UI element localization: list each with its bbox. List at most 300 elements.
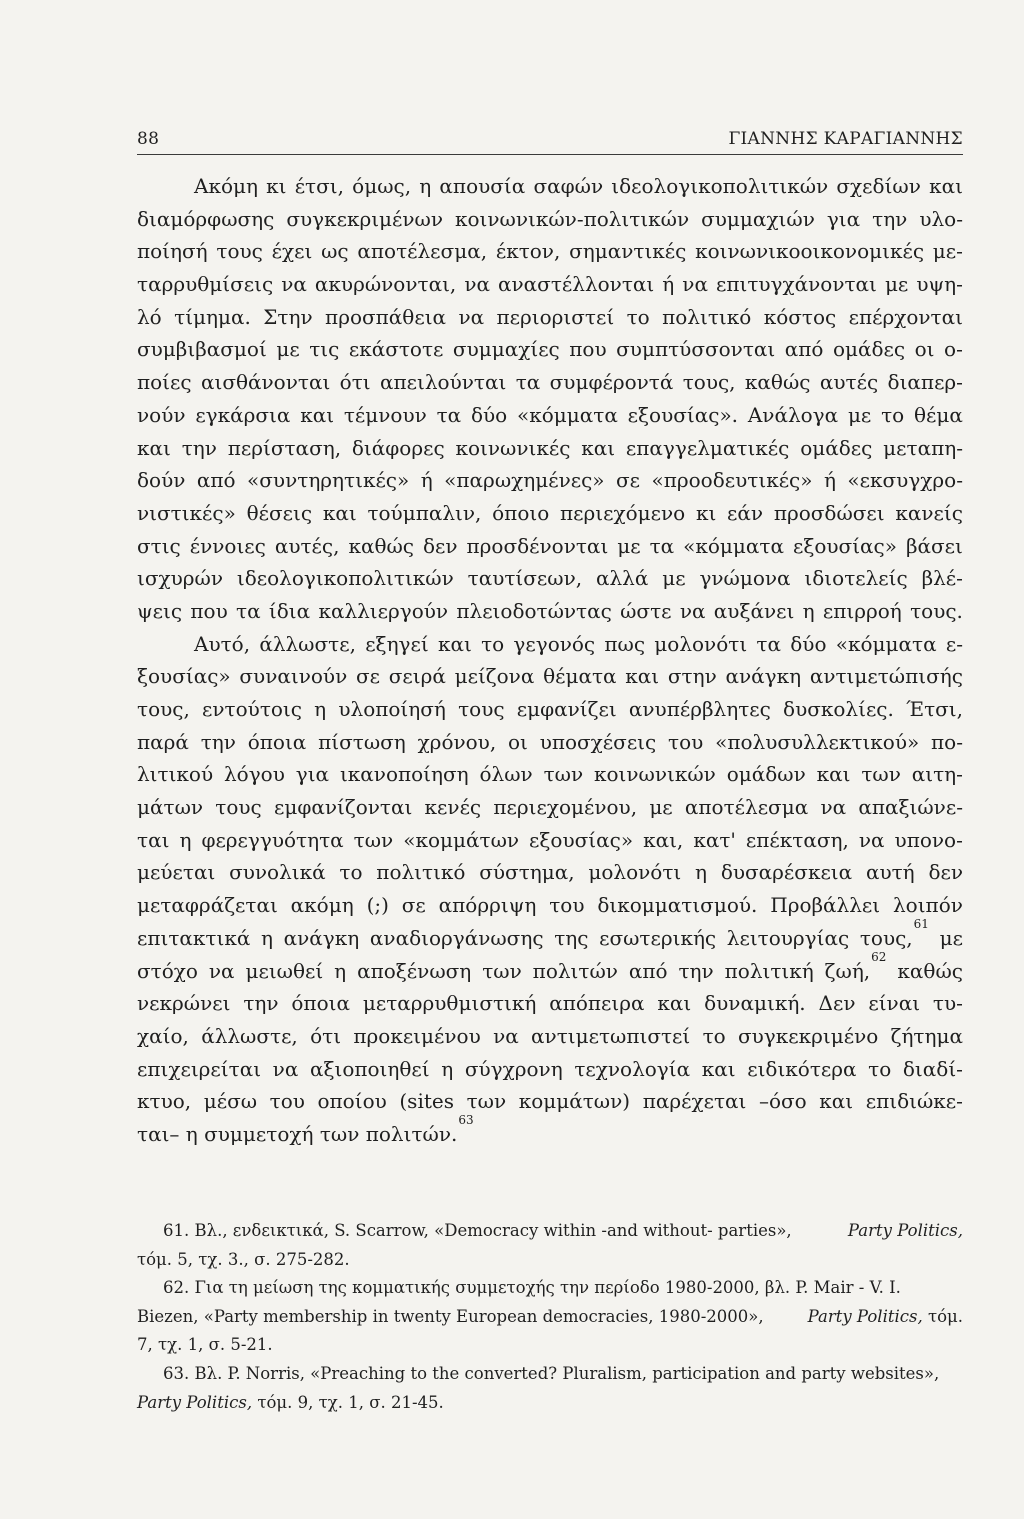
word: να: [272, 1056, 299, 1081]
word: από: [784, 337, 824, 362]
word: αλλά: [595, 566, 649, 591]
text-line: [137, 497, 963, 530]
word: η: [802, 598, 815, 623]
footnote-ref[interactable]: 61: [913, 917, 929, 932]
word: σαφών: [533, 174, 604, 198]
word: δεν: [422, 533, 458, 558]
word: τους: [458, 697, 505, 721]
word: φερεγγυότητα: [201, 827, 344, 852]
word: προκειμένου: [353, 1023, 481, 1048]
word: εκάστοτε: [348, 337, 444, 362]
word: ή: [662, 272, 675, 297]
word: «κόμματα: [517, 402, 618, 427]
word: δούν: [137, 468, 186, 493]
word: πολιτών.$^{63}$: [365, 1113, 474, 1146]
word: η: [261, 925, 273, 950]
word: αυξάνει: [713, 598, 795, 623]
word: τους,: [682, 370, 736, 395]
word: δύο: [790, 631, 827, 656]
text-line: [137, 432, 963, 465]
word: με: [617, 533, 641, 558]
word: οποίου: [317, 1089, 387, 1114]
footnote-63-line: [137, 1389, 963, 1418]
word: τεχνολογία: [574, 1056, 691, 1081]
word: Δεν: [818, 991, 856, 1016]
word: τους,: [137, 697, 190, 721]
word: περιοριστεί: [496, 304, 615, 329]
word: με: [884, 272, 909, 297]
word: ή: [420, 468, 433, 493]
word: και: [819, 1089, 854, 1114]
word: καθώς: [744, 370, 811, 395]
word: αναστέλλονται: [498, 272, 655, 297]
word: επιτακτικά: [137, 925, 251, 950]
word: ανάγκη: [725, 664, 802, 689]
word: πο-: [931, 729, 963, 754]
word: επέρχονται: [848, 304, 963, 329]
word: εάν: [727, 500, 764, 525]
word: η: [179, 827, 192, 852]
fn-text: Biezen, «Party membership in twenty European democracies, 1980-2000»,: [137, 1306, 764, 1326]
journal-title: Party Politics,: [137, 1392, 253, 1412]
text-line: [137, 464, 963, 497]
word: η: [314, 697, 327, 721]
word: το: [868, 1056, 892, 1081]
text-line: [137, 791, 963, 824]
text-line: [137, 856, 963, 889]
word: είναι: [868, 991, 921, 1016]
word: συμφέροντά: [549, 370, 674, 395]
word: εξουσίας».: [627, 402, 739, 427]
header-rule: [137, 154, 963, 155]
word: όλων: [479, 762, 533, 787]
word: ταρρυθμίσεις: [137, 272, 274, 297]
word: ακυρώνονται,: [314, 272, 457, 297]
fn-text: 62. Για τη μείωση της κομματικής συμμετοχής την περίοδο 1980-2000, βλ. P. Mair - V. I.: [163, 1278, 901, 1298]
word: επέκταση,: [745, 827, 849, 852]
word: τέμνουν: [343, 402, 427, 427]
text-line: [137, 268, 963, 301]
text-line: [137, 889, 963, 922]
word: επιχειρείται: [137, 1056, 262, 1081]
word: το: [339, 860, 363, 885]
footnote-63-line: [137, 1360, 963, 1389]
text-line: [137, 758, 963, 791]
word: εσωτερικής: [599, 925, 717, 950]
word: κενές: [424, 795, 482, 820]
word: πολιτική: [724, 958, 814, 983]
word: συμμαχιών: [701, 206, 815, 231]
word: «προοδευτικές»: [651, 468, 813, 493]
word: την: [243, 991, 279, 1016]
word: αποξένωση: [357, 958, 472, 983]
word: μολονότι: [588, 860, 682, 885]
word: η: [419, 174, 432, 198]
word: σχεδίων: [836, 174, 921, 198]
text-line: [137, 170, 963, 203]
word: αντιμετώπισής: [809, 664, 963, 689]
word: ομάδων: [726, 762, 806, 787]
word: λειτουργίας: [726, 925, 850, 950]
word: μάτων: [137, 795, 204, 820]
text-line: [137, 660, 963, 693]
word: οι: [914, 337, 935, 362]
word: την: [181, 435, 217, 460]
word: ώστε: [620, 598, 672, 623]
word: συμμαχίες: [452, 337, 560, 362]
text-line: [137, 366, 963, 399]
word: απειλούνται: [380, 370, 507, 395]
word: τους.: [910, 598, 963, 623]
word: αποτέλεσμα,: [357, 239, 488, 264]
word: την: [872, 206, 908, 231]
word: τους,$^{61}$: [859, 917, 929, 950]
word: στην: [667, 664, 717, 689]
word: κτυο,: [137, 1089, 192, 1114]
word: των: [353, 827, 394, 852]
word: να: [679, 598, 706, 623]
word: έχει: [271, 239, 313, 264]
word: αξιοποιηθεί: [309, 1056, 430, 1081]
word: αιτη-: [911, 762, 963, 787]
word: βλέ-: [921, 566, 963, 591]
word: μειωθεί: [245, 958, 324, 983]
word: περιεχόμενο: [560, 500, 686, 525]
word: πως: [604, 631, 646, 656]
word: «εκσυγχρο-: [847, 468, 963, 493]
word: έννοιες: [189, 533, 266, 558]
word: επιρροή: [822, 598, 902, 623]
word: ως: [321, 239, 349, 264]
word: αντιμετωπιστεί: [531, 1023, 691, 1048]
word: υπονο-: [894, 827, 963, 852]
word: δυσκολίες.: [783, 697, 894, 721]
word: άλλωστε,: [259, 631, 356, 656]
word: κανείς: [895, 500, 963, 525]
word: λόγου: [224, 762, 285, 787]
word: των: [466, 1089, 507, 1114]
footnotes: [137, 1217, 963, 1417]
word: ότι: [339, 370, 371, 395]
text-line: [137, 987, 963, 1020]
word: εξουσίας»: [792, 533, 897, 558]
word: ζήτημα: [890, 1023, 963, 1048]
fn-text: 63. Βλ. P. Norris, «Preaching to the converted? Pluralism, participation and party websites»,: [163, 1363, 940, 1383]
word: ομάδες: [832, 337, 906, 362]
word: βάσει: [905, 533, 963, 558]
word: γεγονός: [513, 631, 596, 656]
word: –όσο: [758, 1089, 807, 1114]
word: να: [858, 827, 885, 852]
text-line: [137, 726, 963, 759]
word: «κόμματα: [683, 533, 784, 558]
word: διαμόρφωσης: [137, 206, 275, 231]
word: ποίησή: [137, 239, 208, 264]
word: ανυπέρβλητες: [628, 697, 771, 721]
word: εντούτοις: [202, 697, 302, 721]
word: μεύεται: [137, 860, 216, 885]
journal-title: Party Politics,: [847, 1221, 963, 1240]
text-line: [137, 693, 963, 726]
word: αυτές: [819, 370, 879, 395]
word: από: [196, 468, 236, 493]
fn-journal-wrap: [808, 1303, 963, 1332]
word: κι: [695, 500, 717, 525]
word: Προβάλλει: [770, 893, 881, 918]
word: ξουσίας»: [137, 664, 231, 689]
text-line: [137, 399, 963, 432]
page-number: 88: [137, 129, 160, 149]
word: το: [481, 631, 505, 656]
word: υψη-: [916, 272, 963, 297]
word: και: [657, 991, 692, 1016]
word: αποτέλεσμα: [684, 795, 809, 820]
word: τους: [216, 239, 263, 264]
word: «παρωχημένες»: [444, 468, 605, 493]
word: τις: [309, 337, 340, 362]
text-line: [137, 595, 963, 628]
word: επιτυγχάνονται: [715, 272, 877, 297]
word: των: [482, 958, 522, 983]
word: ακόμη: [290, 893, 354, 918]
word: δύο: [470, 402, 508, 427]
word: σε: [616, 468, 641, 493]
text-line: [137, 917, 963, 955]
word: συγκεκριμένο: [738, 1023, 879, 1048]
word: στόχο: [137, 958, 198, 983]
word: των: [319, 1121, 366, 1146]
word: και: [322, 500, 357, 525]
word: τα: [436, 402, 462, 427]
word: όποια: [291, 991, 350, 1016]
word: δυσαρέσκεια: [720, 860, 853, 885]
word: ο-: [944, 337, 963, 362]
word: πλειοδοτώντας: [456, 598, 612, 623]
fn-text: 61. Βλ., ενδεικτικά, S. Scarrow, «Democracy within -and without- parties»,: [163, 1221, 792, 1240]
text-line: [137, 530, 963, 563]
running-head: [137, 128, 963, 150]
word: περιεχομένου,: [493, 795, 638, 820]
word: απόρριψη: [438, 893, 537, 918]
word: ε-: [945, 631, 963, 656]
word: απαξιώνε-: [858, 795, 963, 820]
word: αυτές,: [274, 533, 340, 558]
body-text: [137, 170, 963, 1151]
word: του: [269, 1089, 305, 1114]
word: και: [625, 664, 660, 689]
word: να: [464, 272, 490, 297]
word: διάφορες: [351, 435, 445, 460]
word: «συντηρητικές»: [247, 468, 410, 493]
word: με: [662, 566, 686, 591]
word: συνολικά: [229, 860, 326, 885]
word: διαπερ-: [887, 370, 963, 395]
word: λοιπόν: [892, 893, 963, 918]
word: προσδένονται: [466, 533, 609, 558]
word: τα: [649, 533, 675, 558]
word: Αυτό,: [194, 631, 251, 656]
text-line: [137, 628, 963, 661]
word: συμβιβασμοί: [137, 337, 267, 362]
word: πολιτικό: [662, 304, 752, 329]
word: πολιτικό: [376, 860, 466, 885]
text-line: [137, 1113, 963, 1151]
word: γνώμονα: [699, 566, 791, 591]
word: τυ-: [932, 991, 963, 1016]
word: κομμάτων): [518, 1089, 631, 1114]
word: σύστημα,: [479, 860, 575, 885]
word: κοινωνικές: [455, 435, 571, 460]
word: εξουσίας»: [529, 827, 634, 852]
text-line: [137, 562, 963, 595]
footnote-61-line: [137, 1217, 963, 1246]
word: ται: [137, 827, 170, 852]
word: απόπειρα: [549, 991, 645, 1016]
word: με: [847, 402, 872, 427]
text-line: [137, 824, 963, 857]
word: και: [437, 631, 472, 656]
word: νεκρώνει: [137, 991, 231, 1016]
word: (;): [366, 893, 389, 918]
word: Στην: [263, 304, 313, 329]
word: ότι: [310, 1023, 342, 1048]
word: προσπάθεια: [325, 304, 447, 329]
word: συμμετοχή: [204, 1121, 320, 1146]
footnote-61-line: [137, 1246, 963, 1275]
word: επιδιώκε-: [865, 1089, 963, 1114]
word: Έτσι,: [906, 697, 963, 721]
word: παρέχεται: [642, 1089, 747, 1114]
word: αυτή: [865, 860, 915, 885]
word: ή: [823, 468, 836, 493]
word: λιτικού: [137, 762, 214, 787]
word: σύγχρονη: [464, 1056, 563, 1081]
word: υποσχέσεις: [539, 729, 657, 754]
word: συναινούν: [239, 664, 348, 689]
word: μολονότι: [654, 631, 748, 656]
word: καθώς: [348, 533, 415, 558]
word: ποίες: [137, 370, 192, 395]
word: διαδί-: [902, 1056, 963, 1081]
word: δικομματισμού.: [597, 893, 758, 918]
word: των: [861, 762, 901, 787]
word: συμπτύσσονται: [616, 337, 776, 362]
word: και: [929, 174, 963, 198]
word: επαγγελματικές: [625, 435, 790, 460]
word: δυναμική.: [704, 991, 806, 1016]
word: ισχυρών: [137, 566, 223, 591]
footnote-ref[interactable]: 63: [458, 1113, 474, 1128]
word: με: [939, 925, 963, 950]
word: «κομμάτων: [403, 827, 520, 852]
word: που: [569, 337, 607, 362]
word: και: [300, 402, 335, 427]
text-line: [137, 1085, 963, 1118]
word: εξηγεί: [365, 631, 429, 656]
word: ειδικότερα: [747, 1056, 857, 1081]
word: να: [493, 1023, 519, 1048]
word: ομάδες: [800, 435, 873, 460]
word: κι: [266, 174, 287, 198]
word: νιστικές»: [137, 500, 236, 525]
word: το: [702, 1023, 726, 1048]
word: καθώς: [897, 958, 963, 983]
word: όμως,: [352, 174, 412, 198]
word: εμφανίζονται: [273, 795, 413, 820]
text-line: [137, 1020, 963, 1053]
word: και: [581, 435, 616, 460]
word: όποια: [247, 729, 307, 754]
word: μεταπη-: [883, 435, 963, 460]
word: πίστωση: [318, 729, 406, 754]
word: σειρά: [388, 664, 446, 689]
word: κόστος: [763, 304, 837, 329]
word: τους: [215, 795, 262, 820]
fn-text: 7, τχ. 1, σ. 5-21.: [137, 1335, 273, 1355]
word: του: [549, 893, 585, 918]
word: στις: [137, 533, 181, 558]
word: Ανάλογα: [747, 402, 839, 427]
word: των: [543, 762, 584, 787]
word: άλλωστε,: [201, 1023, 298, 1048]
word: τα: [236, 598, 261, 623]
word: χρόνου,: [417, 729, 497, 754]
word: η: [695, 860, 708, 885]
word: εγκάρσια: [195, 402, 291, 427]
journal-title: Party Politics,: [807, 1306, 923, 1326]
fn-text: τόμ. 9, τχ. 1, σ. 21-45.: [257, 1392, 444, 1412]
word: να: [208, 958, 235, 983]
word: μεταφράζεται: [137, 893, 278, 918]
word: κοινωνικών-πολιτικών: [455, 206, 690, 231]
word: παρά: [137, 729, 189, 754]
word: σημαντικές: [569, 239, 687, 264]
word: για: [295, 762, 330, 787]
text-line: [137, 301, 963, 334]
text-line: [137, 203, 963, 236]
word: τα: [756, 631, 781, 656]
footnote-62-line: [137, 1303, 963, 1332]
word: να: [820, 795, 847, 820]
word: θέσεις: [246, 500, 313, 525]
footnote-ref[interactable]: 62: [871, 949, 887, 964]
word: θέμα: [914, 402, 963, 427]
word: σε: [355, 664, 380, 689]
word: θέματα: [543, 664, 617, 689]
word: όποιο: [492, 500, 550, 525]
word: κοινωνικοοικονομικές: [695, 239, 925, 264]
fn-text: τόμ.: [927, 1306, 963, 1326]
word: με: [276, 337, 300, 362]
word: Ακόμη: [194, 174, 258, 198]
word: και,: [643, 827, 684, 852]
word: από: [628, 958, 668, 983]
word: έκτον,: [495, 239, 561, 264]
word: της: [554, 925, 589, 950]
word: μέσω: [203, 1089, 258, 1114]
fn-text: τόμ. 5, τχ. 3., σ. 275-282.: [137, 1249, 350, 1269]
word: έτσι,: [294, 174, 344, 198]
word: ιδεολογικοπολιτικών: [236, 566, 454, 591]
word: με-: [932, 239, 963, 264]
word: να: [281, 272, 307, 297]
word: αισθάνονται: [200, 370, 331, 395]
word: η: [334, 958, 347, 983]
word: απουσία: [439, 174, 526, 198]
word: να: [682, 272, 708, 297]
word: εμφανίζει: [516, 697, 617, 721]
word: η: [441, 1056, 454, 1081]
